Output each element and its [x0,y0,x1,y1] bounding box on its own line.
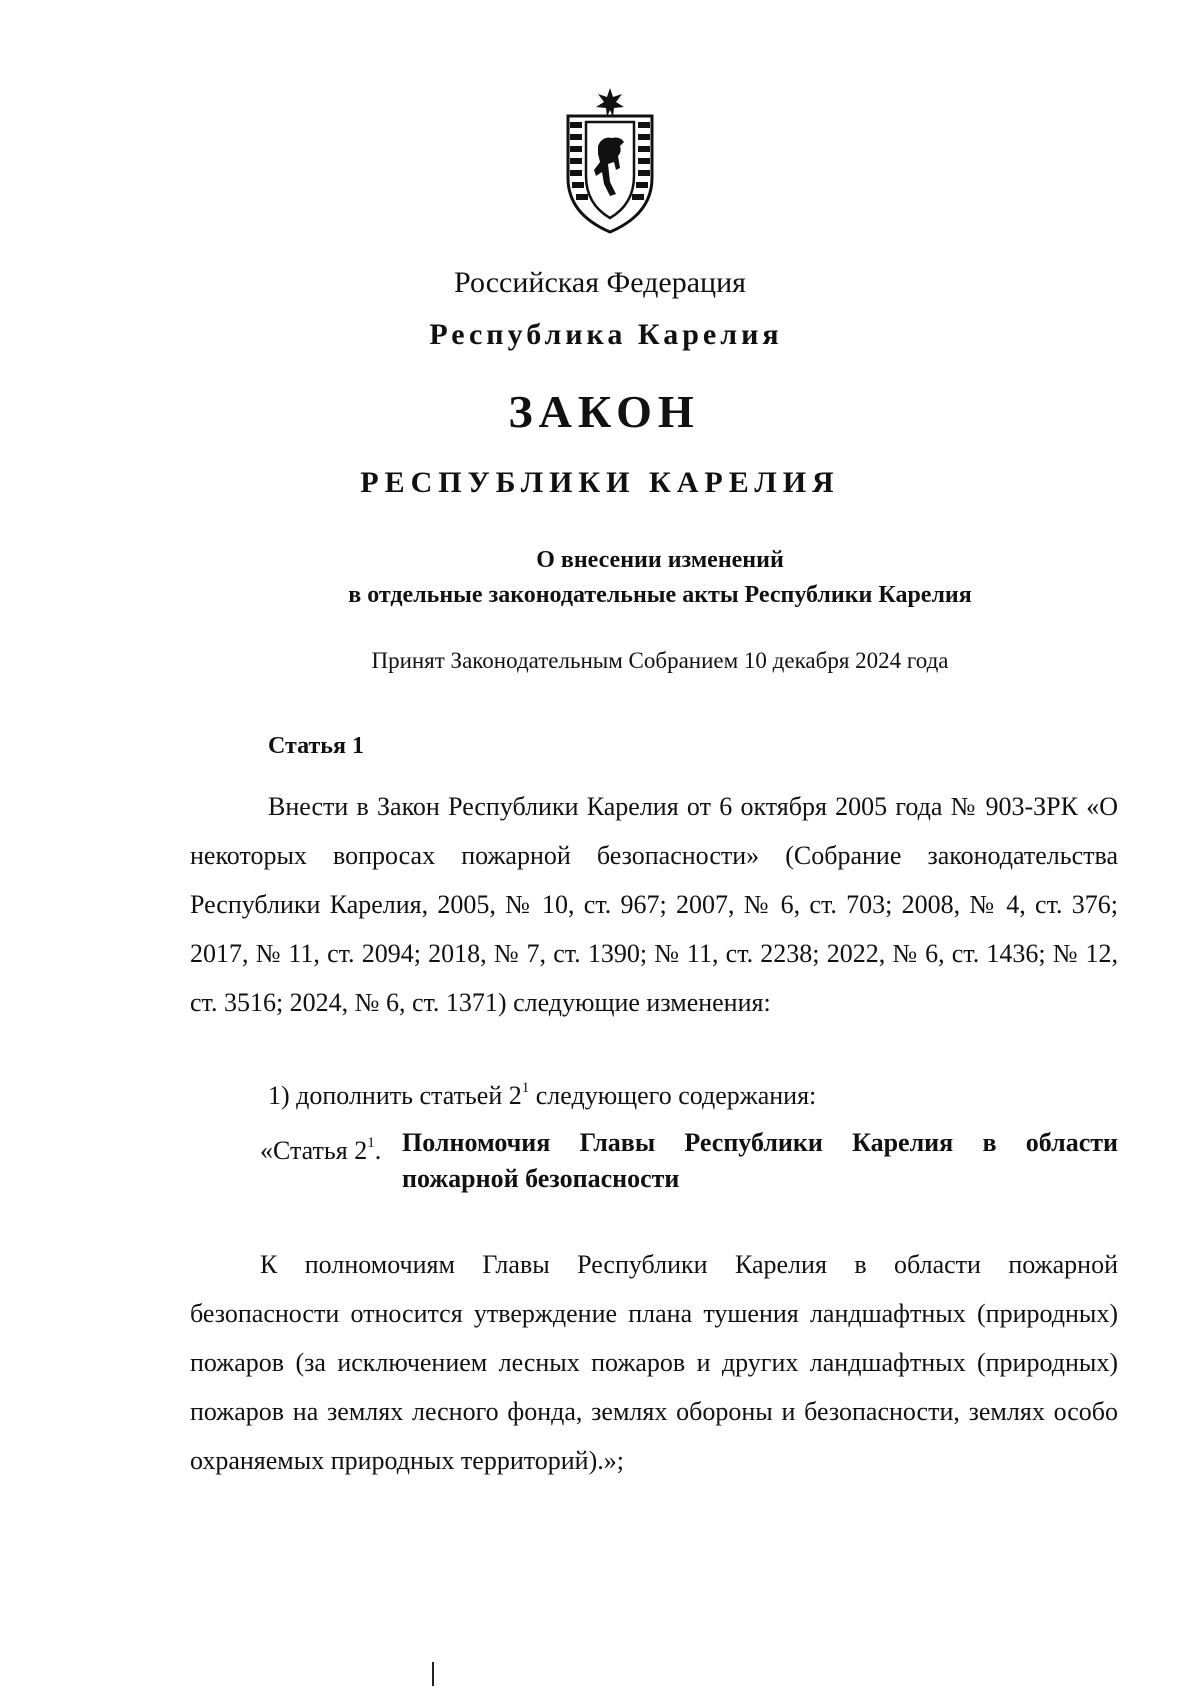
karelia-coat-of-arms-icon [558,86,662,234]
inserted-article-superscript: 1 [367,1135,375,1151]
article-intro-paragraph: Внести в Закон Республики Карелия от 6 октября 2005 года № 903-ЗРК «О некоторых вопросах пожарной безопасности» (Собрание законодательства Республики Карелия, 2005, № 10, ст. 967; 2007, № 6, ст. 703; 2008, № 4, ст. 376; 2017, № 11, ст. 2094; 2018, № 7, ст. 1390; № 11, ст. 2238; 2022, № 6, ст. 1436; № 12, ст. 3516; 2024, № 6, ст. 1371) следующие изменения: [190,792,1118,1017]
law-title-line-2: в отдельные законодательные акты Республики Карелия [348,582,972,608]
country-name: Российская Федерация [454,266,746,299]
document-issuer: РЕСПУБЛИКИ КАРЕЛИЯ [360,466,840,499]
document-type: ЗАКОН [508,386,700,437]
page-edge-mark [432,1662,434,1686]
article-heading: Статья 1 [268,733,364,759]
adoption-note: Принят Законодательным Собранием 10 декабря 2024 года [371,648,949,673]
republic-name: Республика Карелия [429,318,783,351]
inserted-article-dot: . [374,1136,382,1165]
law-title-line-1: О внесении изменений [536,547,784,573]
item1-superscript: 1 [521,1080,530,1096]
inserted-article-number [260,1125,381,1169]
inserted-article-body: К полномочиям Главы Республики Карелия в области пожарной безопасности относится утверждение плана тушения ландшафтных (природных) пожаров (за исключением лесных пожаров и других ландшафтных (природных) пожаров на землях лесного фонда, землях обороны и безопасности, землях особо охраняемых природных территорий).»; [190,1250,1118,1475]
inserted-article-title: Полномочия Главы Республики Карелия в области пожарной безопасности [402,1128,1118,1193]
inserted-article-prefix: «Статья 2 [260,1136,368,1165]
item1-suffix: следующего содержания: [529,1081,817,1110]
item1-prefix: 1) дополнить статьей 2 [268,1081,522,1110]
amendment-item-1 [268,1080,816,1111]
